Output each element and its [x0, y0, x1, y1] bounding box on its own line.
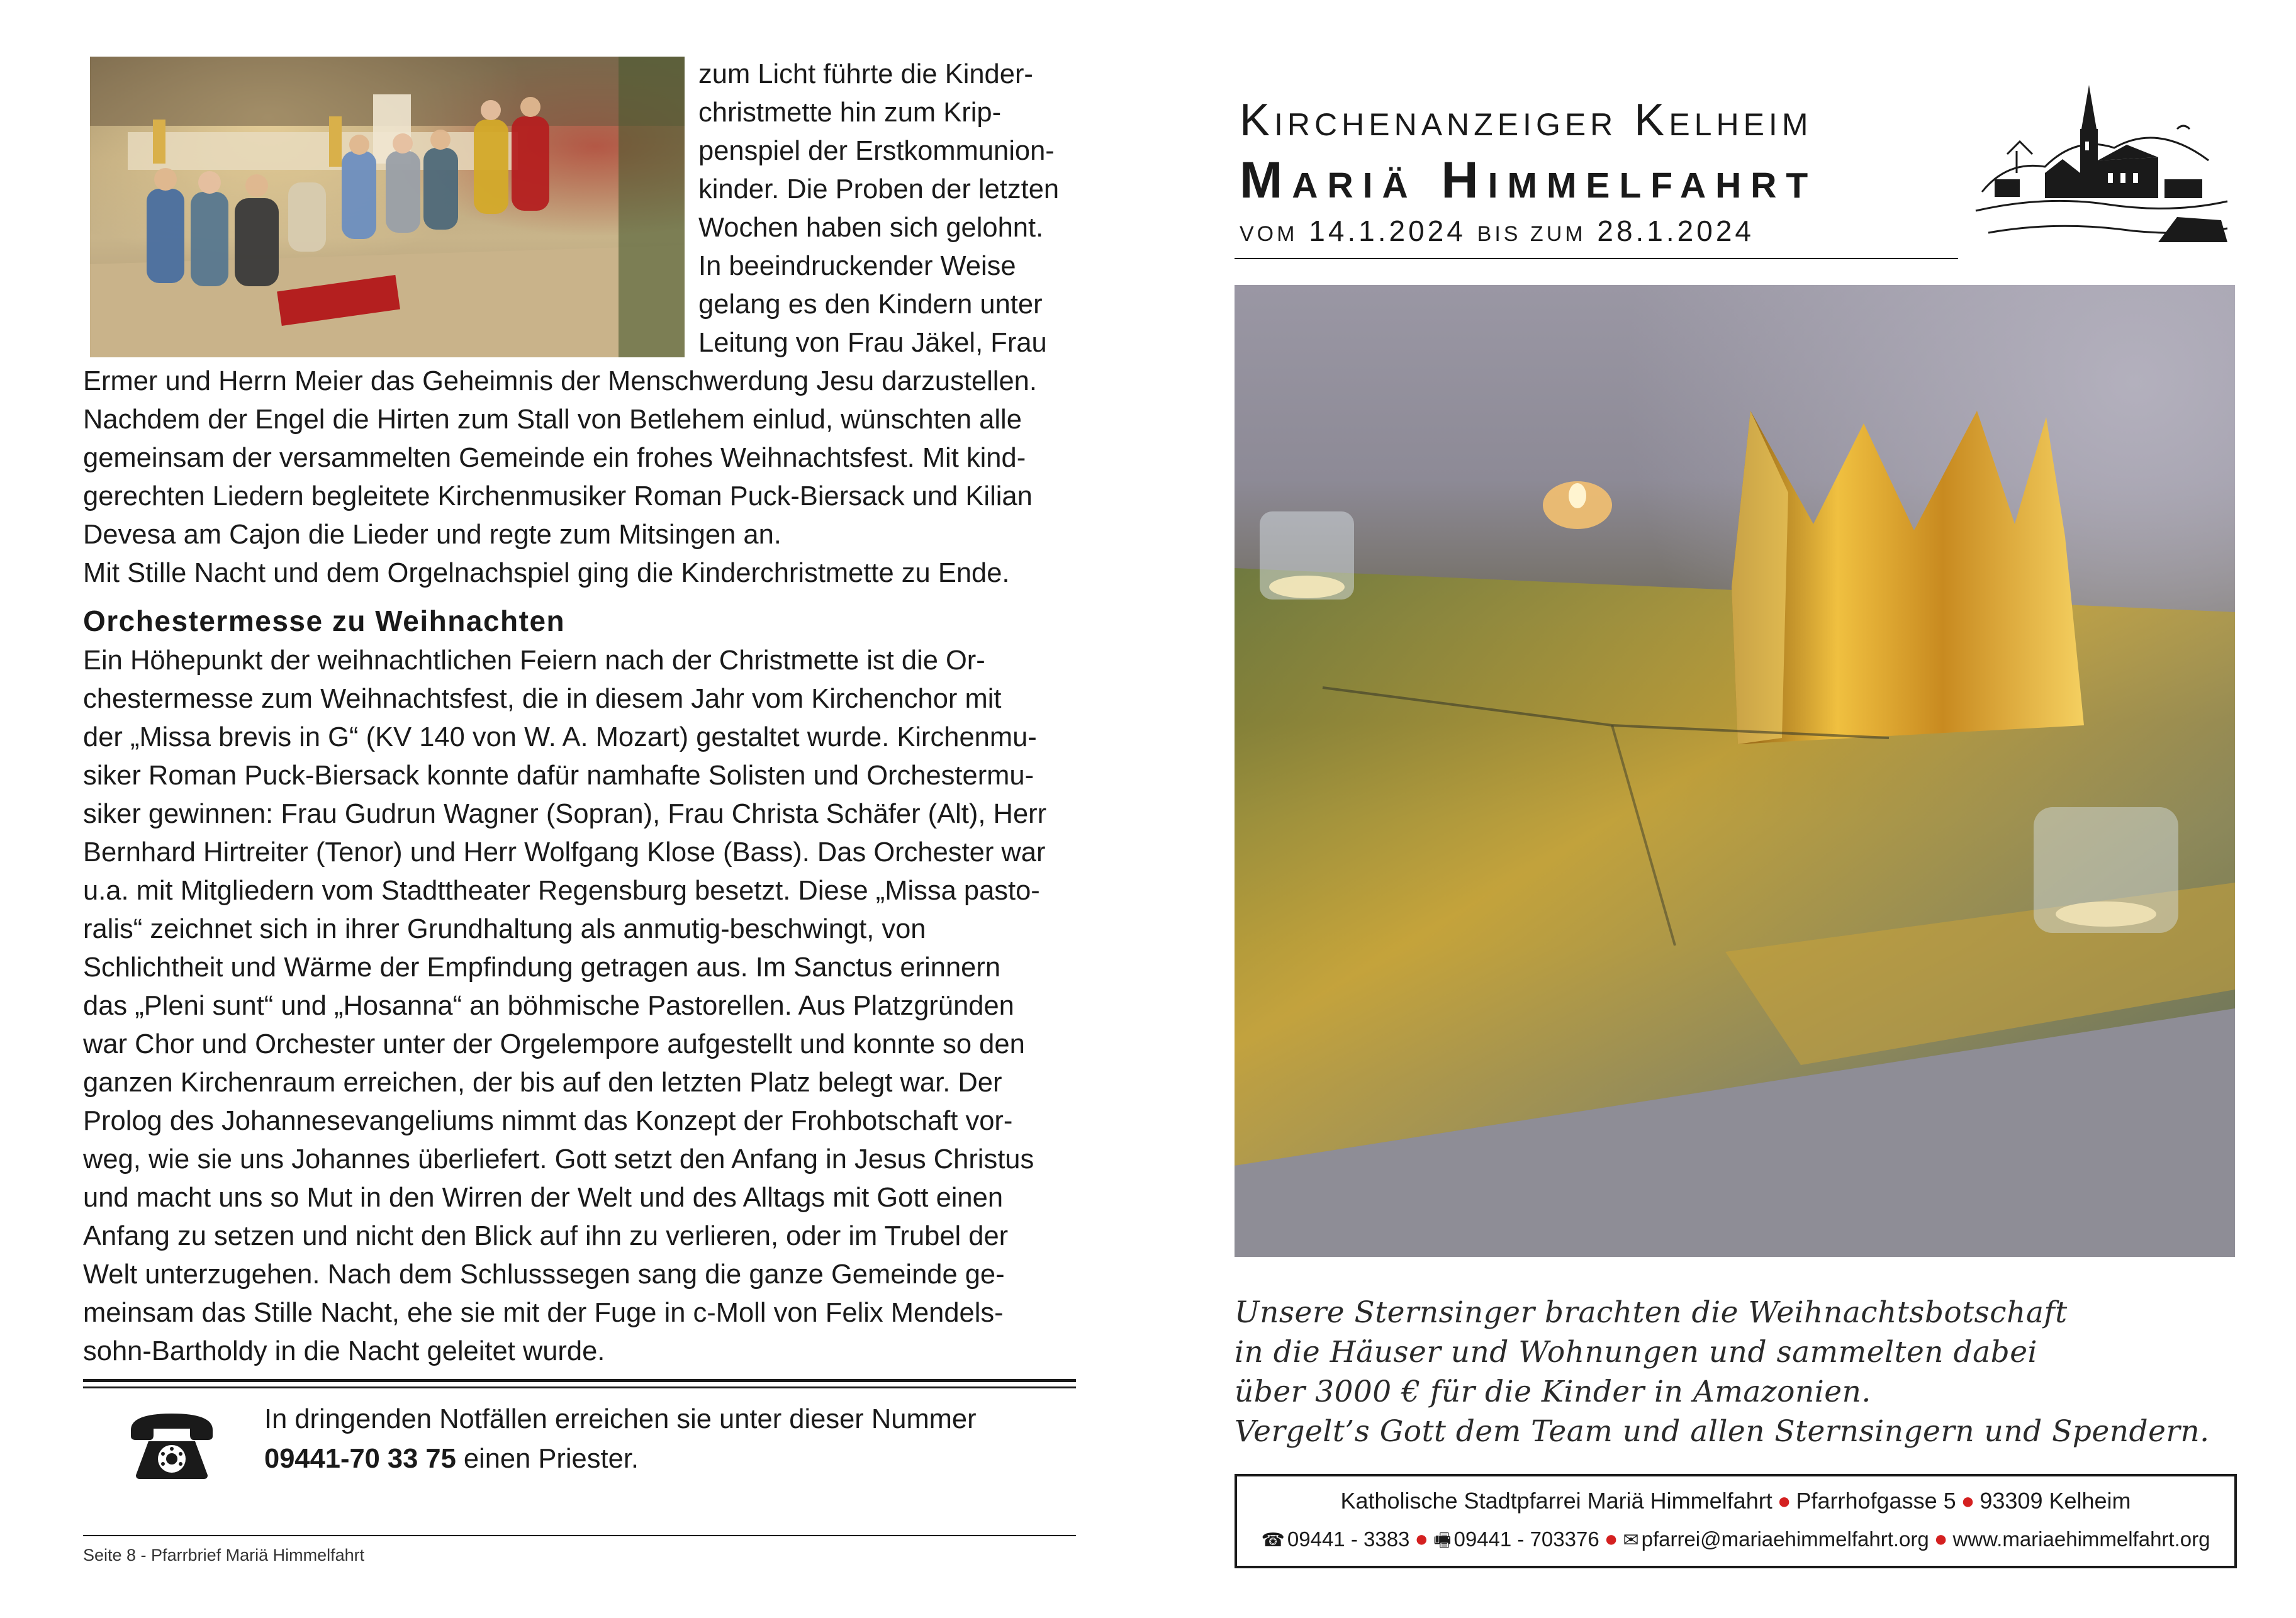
intro-wrapped-text	[698, 55, 1059, 362]
text-line: Ermer und Herrn Meier das Geheimnis der Menschwerdung Jesu darzustellen.	[83, 366, 1037, 396]
section-body-text	[83, 642, 1046, 1371]
parish-address-box	[1235, 1474, 2237, 1568]
divider-rule-bottom	[83, 1386, 1076, 1388]
text-line: Devesa am Cajon die Lieder und regte zum Mitsingen an.	[83, 520, 781, 550]
text-line: Leitung von Frau Jäkel, Frau	[698, 328, 1047, 358]
text-line: gemeinsam der versammelten Gemeinde ein frohes Weihnachtsfest. Mit kind-	[83, 443, 1026, 473]
sternsinger-crown-photo	[1235, 285, 2235, 1257]
text-line: Prolog des Johannesevangeliums nimmt das Konzept der Frohbotschaft vor-	[83, 1106, 1013, 1136]
text-line: In beeindruckender Weise	[698, 251, 1016, 281]
text-line: Nachdem der Engel die Hirten zum Stall von Betlehem einlud, wünschten alle	[83, 404, 1022, 435]
text-line: kinder. Die Proben der letzten	[698, 174, 1060, 204]
parish-street: Pfarrhofgasse 5	[1796, 1488, 1956, 1514]
date-mid: BIS ZUM	[1477, 222, 1586, 246]
text-line: weg, wie sie uns Johannes überliefert. Gott setzt den Anfang in Jesus Christus	[83, 1144, 1034, 1174]
text-line: chestermesse zum Weihnachtsfest, die in diesem Jahr vom Kirchenchor mit	[83, 684, 1002, 714]
bullet-dot: ●	[1604, 1526, 1618, 1551]
text-line: meinsam das Stille Nacht, ehe sie mit der Fuge in c-Moll von Felix Mendels-	[83, 1298, 1004, 1328]
date-from: 14.1.2024	[1309, 215, 1466, 247]
photo-caption	[1235, 1293, 2210, 1451]
mail-icon: ✉	[1623, 1530, 1639, 1551]
text-line: christmette hin zum Krip-	[698, 98, 1002, 128]
parish-name: Katholische Stadtpfarrei Mariä Himmelfahrt	[1340, 1488, 1772, 1514]
emergency-text: In dringenden Notfällen erreichen sie unter dieser Nummer	[264, 1404, 977, 1434]
nativity-play-photo	[90, 57, 685, 357]
contact-fax: 09441 - 703376	[1453, 1527, 1599, 1551]
text-line: das „Pleni sunt“ und „Hosanna“ an böhmische Pastorellen. Aus Platzgründen	[83, 991, 1014, 1021]
text-line: gelang es den Kindern unter	[698, 289, 1043, 320]
contact-line	[1237, 1526, 2234, 1558]
text-line: war Chor und Orchester unter der Orgelempore aufgestellt und konnte so den	[83, 1029, 1025, 1059]
contact-email[interactable]: pfarrei@mariaehimmelfahrt.org	[1641, 1527, 1929, 1551]
text-line: und macht uns so Mut in den Wirren der Welt und des Alltags mit Gott einen	[83, 1183, 1004, 1213]
text-line: ganzen Kirchenraum erreichen, der bis auf den letzten Platz belegt war. Der	[83, 1068, 1002, 1098]
masthead-subtitle: Mariä Himmelfahrt	[1240, 152, 1818, 209]
text-line: Mit Stille Nacht und dem Orgelnachspiel ging die Kinderchristmette zu Ende.	[83, 558, 1010, 588]
caption-line: Vergelt’s Gott dem Team und allen Sternsingern und Spendern.	[1235, 1414, 2210, 1449]
text-line: penspiel der Erstkommunion-	[698, 136, 1055, 166]
text-line: Ein Höhepunkt der weihnachtlichen Feiern nach der Christmette ist die Or-	[83, 645, 985, 676]
bullet-dot: ●	[1414, 1526, 1429, 1551]
masthead-date-range	[1240, 214, 1754, 248]
caption-line: in die Häuser und Wohnungen und sammelten dabei	[1235, 1335, 2038, 1370]
text-line: gerechten Liedern begleitete Kirchenmusiker Roman Puck-Biersack und Kilian	[83, 481, 1033, 511]
contact-website[interactable]: www.mariaehimmelfahrt.org	[1952, 1527, 2210, 1551]
church-logo-icon	[1969, 85, 2234, 258]
contact-phone[interactable]: 09441 - 3383	[1287, 1527, 1410, 1551]
text-line: Schlichtheit und Wärme der Empfindung getragen aus. Im Sanctus erinnern	[83, 952, 1001, 983]
text-line: sohn-Bartholdy in die Nacht geleitet wurde.	[83, 1336, 605, 1366]
text-line: Welt unterzugehen. Nach dem Schlusssegen sang die ganze Gemeinde ge-	[83, 1259, 1005, 1290]
address-line	[1237, 1488, 2234, 1514]
text-line: siker Roman Puck-Biersack konnte dafür namhafte Solisten und Orchestermu-	[83, 761, 1034, 791]
intro-full-text	[83, 362, 1037, 593]
emergency-phone-number: 09441-70 33 75	[264, 1444, 456, 1474]
phone-small-icon: ☎	[1261, 1530, 1285, 1551]
caption-line: Unsere Sternsinger brachten die Weihnachtsbotschaft	[1235, 1295, 2068, 1330]
masthead-rule	[1235, 258, 1958, 259]
bullet-dot: ●	[1934, 1526, 1948, 1551]
text-line: Anfang zu setzen und nicht den Blick auf ihn zu verlieren, oder im Trubel der	[83, 1221, 1009, 1251]
date-prefix: VOM	[1240, 222, 1298, 246]
page-footer: Seite 8 - Pfarrbrief Mariä Himmelfahrt	[83, 1546, 365, 1565]
text-line: ralis“ zeichnet sich in ihrer Grundhaltung als anmutig-beschwingt, von	[83, 914, 926, 944]
bullet-dot: ●	[1777, 1488, 1791, 1514]
text-line: Bernhard Hirtreiter (Tenor) und Herr Wolfgang Klose (Bass). Das Orchester war	[83, 837, 1046, 868]
masthead-title: Kirchenanzeiger Kelheim	[1240, 95, 1813, 145]
section-heading: Orchestermesse zu Weihnachten	[83, 605, 566, 637]
parish-city: 93309 Kelheim	[1980, 1488, 2131, 1514]
text-line: der „Missa brevis in G“ (KV 140 von W. A. Mozart) gestaltet wurde. Kirchenmu-	[83, 722, 1037, 752]
caption-line: über 3000 € für die Kinder in Amazonien.	[1235, 1375, 1871, 1409]
text-line: zum Licht führte die Kinder-	[698, 59, 1033, 89]
date-to: 28.1.2024	[1597, 215, 1755, 247]
text-line: u.a. mit Mitgliedern vom Stadttheater Regensburg besetzt. Diese „Missa pasto-	[83, 876, 1040, 906]
text-line: Wochen haben sich gelohnt.	[698, 213, 1044, 243]
telephone-icon	[125, 1406, 219, 1481]
footer-rule	[83, 1535, 1076, 1536]
bullet-dot: ●	[1961, 1488, 1975, 1514]
fax-icon: 🖷	[1433, 1530, 1452, 1551]
divider-rule-top	[83, 1379, 1076, 1382]
emergency-text-rest: einen Priester.	[456, 1444, 639, 1474]
emergency-text-line2	[264, 1444, 639, 1475]
text-line: siker gewinnen: Frau Gudrun Wagner (Sopran), Frau Christa Schäfer (Alt), Herr	[83, 799, 1047, 829]
